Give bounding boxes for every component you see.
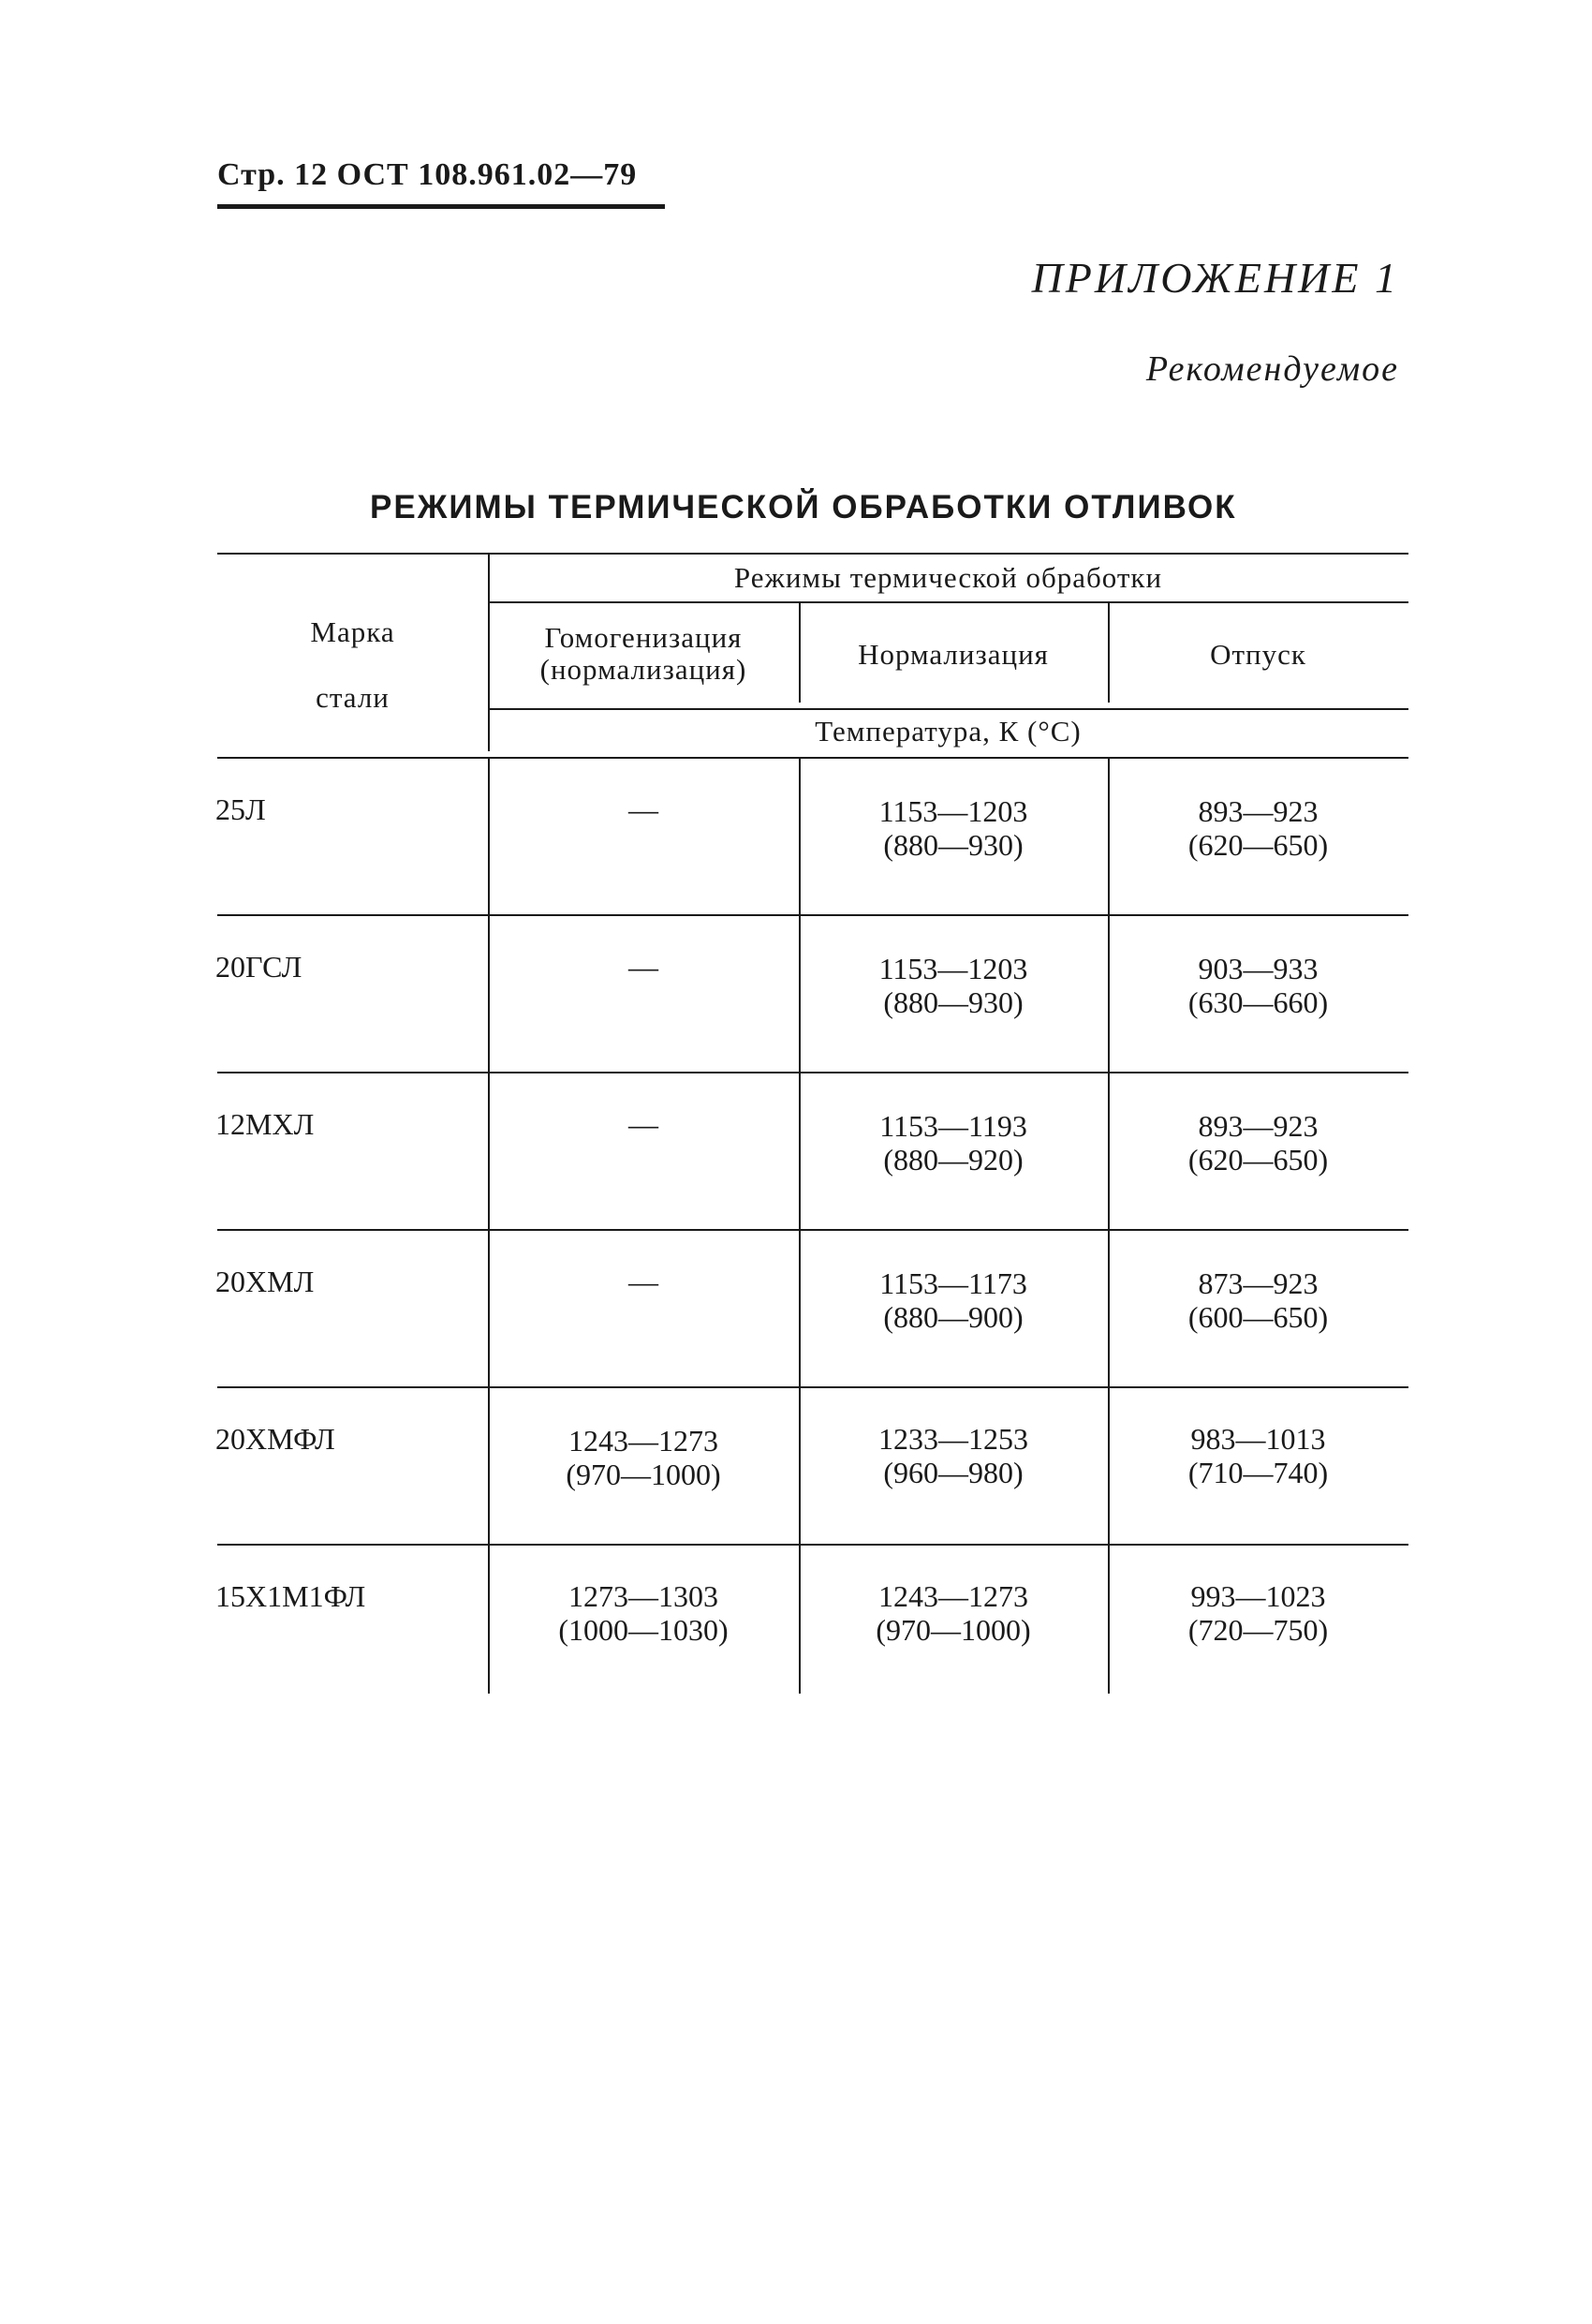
row-temper (1108, 1579, 1408, 1647)
row-grade: 20ХМЛ (215, 1265, 315, 1298)
row-grade: 25Л (215, 792, 266, 826)
homogenization-header-line1: Гомогенизация (544, 621, 743, 654)
row-homog-k: 1273—1303 (568, 1579, 718, 1613)
row-norm-c: (880—920) (883, 1143, 1024, 1177)
homogenization-header-line2: (нормализация) (539, 653, 747, 686)
row-homog-k: — (628, 1265, 658, 1298)
row-separator (217, 914, 1408, 916)
row-temper-c: (620—650) (1187, 828, 1329, 862)
row-homog-c: (1000—1030) (558, 1613, 729, 1647)
row-homog (488, 1579, 799, 1647)
row-temper-c: (600—650) (1187, 1300, 1329, 1334)
row-separator (217, 1072, 1408, 1073)
row-norm-k: 1153—1193 (879, 1109, 1027, 1143)
grade-header (217, 600, 488, 731)
units-row: Температура, К (°С) (815, 715, 1082, 748)
units-top-rule (488, 708, 1408, 710)
row-norm-k: 1243—1273 (878, 1579, 1028, 1613)
normalization-header: Нормализация (858, 638, 1049, 671)
row-homog (488, 950, 799, 984)
row-norm-c: (880—930) (883, 985, 1024, 1019)
row-norm-k: 1153—1173 (879, 1266, 1027, 1300)
row-grade: 12МХЛ (215, 1107, 315, 1141)
row-temper-k: 873—923 (1198, 1266, 1319, 1300)
row-homog-k: — (628, 792, 658, 826)
row-homog (488, 792, 799, 826)
header-bottom-rule (217, 757, 1408, 759)
row-norm-k: 1153—1203 (878, 794, 1028, 828)
row-norm (799, 1579, 1108, 1647)
row-temper-c: (620—650) (1187, 1143, 1329, 1177)
row-homog (488, 1107, 799, 1141)
row-norm-c: (880—900) (883, 1300, 1024, 1334)
row-temper-k: 893—923 (1198, 794, 1319, 828)
grade-header-line2: стали (316, 681, 390, 714)
row-norm-c: (880—930) (883, 828, 1024, 862)
row-temper (1108, 1266, 1408, 1334)
row-homog (488, 1424, 799, 1491)
row-temper (1108, 1109, 1408, 1177)
row-homog-k: 1243—1273 (568, 1424, 718, 1458)
appendix-status: Рекомендуемое (1145, 349, 1399, 389)
table-top-rule (217, 553, 1408, 555)
row-norm-k: 1233—1253 (878, 1422, 1028, 1456)
row-temper (1108, 1422, 1408, 1489)
row-norm (799, 1422, 1108, 1489)
row-homog-c: (970—1000) (566, 1458, 721, 1491)
row-norm (799, 1109, 1108, 1177)
row-temper (1108, 794, 1408, 862)
row-temper-k: 903—933 (1198, 952, 1319, 985)
row-norm-k: 1153—1203 (878, 952, 1028, 985)
row-norm (799, 794, 1108, 862)
body-divider-grade (488, 757, 490, 1694)
row-temper-k: 893—923 (1198, 1109, 1319, 1143)
tempering-header: Отпуск (1210, 638, 1306, 671)
row-temper (1108, 952, 1408, 1019)
row-norm (799, 1266, 1108, 1334)
row-homog (488, 1265, 799, 1298)
homogenization-header (488, 622, 799, 686)
row-temper-k: 983—1013 (1190, 1422, 1326, 1456)
body-divider-norm (1108, 757, 1110, 1694)
page-header-ref: Стр. 12 ОСТ 108.961.02—79 (217, 157, 638, 192)
appendix-label: ПРИЛОЖЕНИЕ 1 (1031, 254, 1399, 302)
body-divider-homog (799, 757, 801, 1694)
row-homog-k: — (628, 950, 658, 984)
row-norm-c: (970—1000) (876, 1613, 1031, 1647)
group-header-rule (488, 601, 1408, 603)
row-temper-c: (630—660) (1187, 985, 1329, 1019)
row-separator (217, 1544, 1408, 1546)
row-temper-k: 993—1023 (1190, 1579, 1326, 1613)
table-title: РЕЖИМЫ ТЕРМИЧЕСКОЙ ОБРАБОТКИ ОТЛИВОК (370, 489, 1237, 525)
grade-header-line1: Марка (310, 615, 395, 648)
header-rule (217, 204, 665, 209)
row-separator (217, 1386, 1408, 1388)
row-grade: 20ГСЛ (215, 950, 302, 984)
row-temper-c: (720—750) (1187, 1613, 1329, 1647)
row-separator (217, 1229, 1408, 1231)
row-norm (799, 952, 1108, 1019)
group-header: Режимы термической обработки (733, 561, 1163, 594)
row-norm-c: (960—980) (883, 1456, 1024, 1489)
row-homog-k: — (628, 1107, 658, 1141)
row-grade: 20ХМФЛ (215, 1422, 335, 1456)
row-temper-c: (710—740) (1187, 1456, 1329, 1489)
row-grade: 15Х1М1ФЛ (215, 1579, 366, 1613)
